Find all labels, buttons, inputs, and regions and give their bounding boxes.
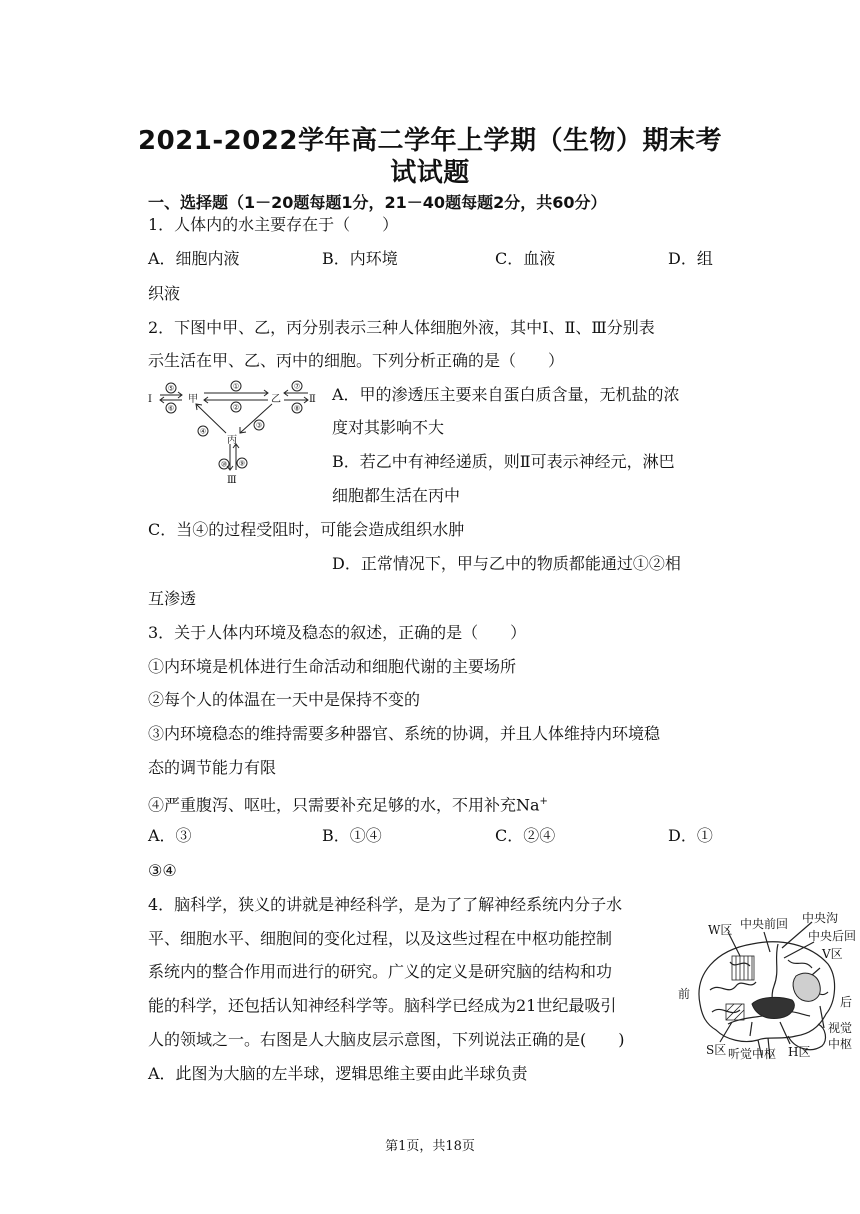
- q2-stem-1: 2．下图中甲、乙，丙分别表示三种人体细胞外液，其中Ⅰ、Ⅱ、Ⅲ分别表: [148, 318, 655, 337]
- diagram-n1: ①: [232, 382, 240, 391]
- q3-option-a: A．③: [148, 826, 192, 845]
- diagram-jia: 甲: [188, 394, 198, 405]
- q3-statement-2: ②每个人的体温在一天中是保持不变的: [148, 690, 421, 709]
- q3-option-c: C．②④: [495, 826, 556, 845]
- diagram-n7: ⑦: [293, 382, 301, 391]
- brain-label-qian: 前: [678, 987, 691, 1001]
- brain-label-zhongyanghouhui: 中央后回: [808, 929, 857, 943]
- diagram-n8: ⑧: [293, 404, 301, 413]
- brain-label-w: W区: [708, 923, 733, 937]
- brain-label-hou: 后: [840, 995, 853, 1009]
- q4-line-3: 系统内的整合作用而进行的研究。广义的定义是研究脑的结构和功: [148, 962, 613, 981]
- q4-option-a: A．此图为大脑的左半球，逻辑思维主要由此半球负责: [148, 1064, 528, 1083]
- q4-line-4: 能的科学，还包括认知神经科学等。脑科学已经成为21世纪最吸引: [148, 996, 617, 1015]
- q2-option-b-2: 细胞都生活在丙中: [332, 486, 461, 505]
- q3-statement-4: [148, 792, 548, 815]
- diagram-cell-iii: Ⅲ: [227, 475, 237, 485]
- q3-statement-1: ①内环境是机体进行生命活动和细胞代谢的主要场所: [148, 657, 517, 676]
- q1-stem: 1．人体内的水主要存在于（ ）: [148, 215, 399, 234]
- diagram-cell-i: Ⅰ: [148, 394, 152, 405]
- q2-stem-2: 示生活在甲、乙、丙中的细胞。下列分析正确的是（ ）: [148, 351, 565, 370]
- brain-label-zhongyangqianhui: 中央前回: [740, 917, 789, 931]
- section-heading: 一、选择题（1－20题每题1分，21－40题每题2分，共60分）: [148, 193, 607, 212]
- brain-cortex-diagram: [670, 912, 860, 1072]
- brain-label-s: S区: [706, 1043, 727, 1057]
- q1-option-b: B．内环境: [322, 249, 398, 268]
- brain-label-h: H区: [788, 1045, 811, 1059]
- diagram-n6: ⑥: [167, 404, 175, 413]
- brain-label-shijue-2: 中枢: [828, 1037, 853, 1051]
- diagram-n5: ⑤: [167, 384, 175, 393]
- q1-option-d-cont: 织液: [148, 284, 181, 303]
- q3-stem: 3．关于人体内环境及稳态的叙述，正确的是（ ）: [148, 623, 527, 642]
- q2-option-d-1: D．正常情况下，甲与乙中的物质都能通过①②相: [332, 554, 681, 573]
- brain-label-tingjue: 听觉中枢: [728, 1047, 777, 1061]
- diagram-yi: 乙: [271, 394, 281, 405]
- q1-option-c: C．血液: [495, 249, 556, 268]
- diagram-n2: ②: [232, 403, 240, 412]
- q1-option-d: D．组: [668, 249, 713, 268]
- q1-option-a: A．细胞内液: [148, 249, 240, 268]
- diagram-n10: ⑩: [220, 460, 228, 469]
- q2-option-a-1: A．甲的渗透压主要来自蛋白质含量，无机盐的浓: [332, 385, 680, 404]
- q3-option-b: B．①④: [322, 826, 382, 845]
- q2-option-d-2: 互渗透: [148, 589, 197, 608]
- q4-line-1: 4．脑科学，狭义的讲就是神经科学，是为了了解神经系统内分子水: [148, 895, 623, 914]
- body-fluid-diagram: [146, 380, 326, 485]
- diagram-n9: ⑨: [238, 459, 246, 468]
- q4-line-2: 平、细胞水平、细胞间的变化过程，以及这些过程在中枢功能控制: [148, 929, 613, 948]
- q4-line-5: 人的领域之一。右图是人大脑皮层示意图，下列说法正确的是( ): [148, 1030, 625, 1049]
- q2-option-a-2: 度对其影响不大: [332, 418, 445, 437]
- q3-statement-3a: ③内环境稳态的维持需要多种器官、系统的协调，并且人体维持内环境稳: [148, 724, 661, 743]
- brain-label-v: V区: [822, 947, 843, 961]
- diagram-bing: 丙: [227, 435, 237, 446]
- brain-label-shijue-1: 视觉: [828, 1021, 853, 1035]
- diagram-n4: ④: [199, 427, 207, 436]
- diagram-n3: ③: [255, 421, 263, 430]
- q3-option-d-cont: ③④: [148, 861, 177, 880]
- q3-option-d: D．①: [668, 826, 713, 845]
- brain-label-zhongyanggou: 中央沟: [802, 912, 839, 925]
- page-footer: 第1页，共18页: [385, 1139, 475, 1154]
- q2-option-b-1: B．若乙中有神经递质，则Ⅱ可表示神经元，淋巴: [332, 452, 675, 471]
- q3-statement-4-sup: +: [539, 796, 548, 807]
- title-line-2: 试试题: [390, 158, 470, 188]
- title-line-1: 2021-2022学年高二学年上学期（生物）期末考: [137, 126, 723, 156]
- q3-statement-4-text: ④严重腹泻、呕吐，只需要补充足够的水，不用补充Na: [148, 795, 540, 815]
- q3-statement-3b: 态的调节能力有限: [148, 758, 277, 777]
- q2-option-c: C．当④的过程受阻时，可能会造成组织水肿: [148, 520, 465, 539]
- diagram-cell-ii: Ⅱ: [309, 394, 316, 405]
